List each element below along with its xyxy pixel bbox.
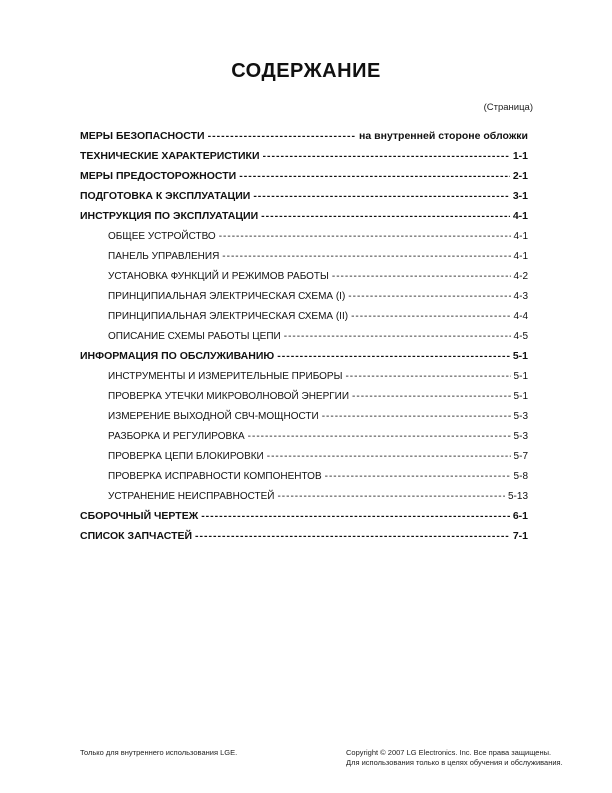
toc-entry-label: ОБЩЕЕ УСТРОЙСТВО: [108, 230, 216, 242]
toc-entry-label: ПАНЕЛЬ УПРАВЛЕНИЯ: [108, 250, 220, 262]
toc-leader-dashes: [348, 291, 510, 302]
toc-entry-page: 4-4: [513, 310, 528, 322]
toc-leader-dashes: [332, 271, 511, 282]
toc-subsection-entry: [80, 246, 528, 266]
toc-leader-dashes: [267, 451, 511, 462]
toc-leader-dashes: [219, 231, 511, 242]
toc-section-entry: [80, 166, 528, 186]
toc-entry-page: 3-1: [512, 190, 528, 202]
toc-section-entry: [80, 126, 528, 146]
table-of-contents: [80, 126, 528, 546]
toc-leader-dashes: [322, 411, 511, 422]
toc-leader-dashes: [261, 210, 510, 222]
toc-leader-dashes: [325, 471, 511, 482]
footer-copyright: [346, 748, 563, 768]
toc-entry-label: ПРОВЕРКА УТЕЧКИ МИКРОВОЛНОВОЙ ЭНЕРГИИ: [108, 390, 350, 402]
toc-subsection-entry: [80, 486, 528, 506]
toc-section-entry: [80, 206, 528, 226]
toc-leader-dashes: [222, 251, 510, 262]
toc-leader-dashes: [352, 391, 511, 402]
toc-entry-page: 5-8: [513, 470, 528, 482]
toc-subsection-entry: [80, 426, 528, 446]
toc-entry-page: 4-1: [513, 250, 528, 262]
page-column-label: (Страница): [483, 102, 533, 113]
toc-entry-page: 6-1: [512, 510, 528, 522]
toc-leader-dashes: [345, 371, 510, 382]
toc-subsection-entry: [80, 306, 528, 326]
toc-entry-page: 4-2: [513, 270, 528, 282]
toc-leader-dashes: [277, 491, 505, 502]
toc-subsection-entry: [80, 366, 528, 386]
toc-entry-page: 2-1: [512, 170, 528, 182]
toc-entry-page: на внутренней стороне обложки: [359, 130, 528, 142]
footer-copyright-line: Copyright © 2007 LG Electronics. Inc. Все права защищены.: [346, 748, 552, 757]
toc-leader-dashes: [263, 150, 510, 162]
toc-entry-page: 4-5: [513, 330, 528, 342]
footer-internal-use: Только для внутреннего использования LGE.: [80, 748, 238, 757]
toc-subsection-entry: [80, 386, 528, 406]
toc-entry-label: ИЗМЕРЕНИЕ ВЫХОДНОЙ СВЧ-МОЩНОСТИ: [108, 410, 319, 422]
toc-leader-dashes: [248, 431, 511, 442]
page-title: СОДЕРЖАНИЕ: [231, 60, 381, 82]
toc-subsection-entry: [80, 326, 528, 346]
toc-entry-label: ИНФОРМАЦИЯ ПО ОБСЛУЖИВАНИЮ: [80, 350, 275, 362]
toc-entry-page: 1-1: [512, 150, 528, 162]
toc-entry-label: ПРОВЕРКА ИСПРАВНОСТИ КОМПОНЕНТОВ: [108, 470, 322, 482]
toc-entry-label: МЕРЫ ПРЕДОСТОРОЖНОСТИ: [80, 170, 237, 182]
toc-entry-page: 5-3: [513, 410, 528, 422]
toc-leader-dashes: [277, 350, 510, 362]
toc-leader-dashes: [284, 331, 511, 342]
toc-leader-dashes: [239, 170, 510, 182]
toc-entry-page: 4-1: [513, 230, 528, 242]
toc-entry-label: УСТАНОВКА ФУНКЦИЙ И РЕЖИМОВ РАБОТЫ: [108, 270, 329, 282]
toc-entry-label: ИНСТРУКЦИЯ ПО ЭКСПЛУАТАЦИИ: [80, 210, 259, 222]
toc-leader-dashes: [195, 530, 510, 542]
toc-entry-label: ОПИСАНИЕ СХЕМЫ РАБОТЫ ЦЕПИ: [108, 330, 281, 342]
toc-entry-label: ПРИНЦИПИАЛЬНАЯ ЭЛЕКТРИЧЕСКАЯ СХЕМА (I): [108, 290, 346, 302]
toc-entry-label: ИНСТРУМЕНТЫ И ИЗМЕРИТЕЛЬНЫЕ ПРИБОРЫ: [108, 370, 343, 382]
toc-entry-label: УСТРАНЕНИЕ НЕИСПРАВНОСТЕЙ: [108, 490, 275, 502]
toc-entry-page: 5-13: [507, 490, 528, 502]
toc-leader-dashes: [208, 130, 356, 142]
toc-section-entry: [80, 186, 528, 206]
toc-entry-label: МЕРЫ БЕЗОПАСНОСТИ: [80, 130, 205, 142]
toc-section-entry: [80, 146, 528, 166]
toc-entry-page: 5-3: [513, 430, 528, 442]
toc-entry-page: 5-7: [513, 450, 528, 462]
toc-section-entry: [80, 346, 528, 366]
toc-subsection-entry: [80, 406, 528, 426]
toc-section-entry: [80, 526, 528, 546]
toc-entry-page: 5-1: [513, 370, 528, 382]
toc-entry-page: 5-1: [512, 350, 528, 362]
toc-entry-label: ПРОВЕРКА ЦЕПИ БЛОКИРОВКИ: [108, 450, 264, 462]
toc-subsection-entry: [80, 286, 528, 306]
toc-leader-dashes: [253, 190, 510, 202]
toc-entry-label: СБОРОЧНЫЙ ЧЕРТЕЖ: [80, 510, 199, 522]
toc-subsection-entry: [80, 446, 528, 466]
toc-section-entry: [80, 506, 528, 526]
toc-entry-page: 5-1: [513, 390, 528, 402]
toc-leader-dashes: [201, 510, 510, 522]
footer-usage-line: Для использования только в целях обучения и обслуживания.: [346, 758, 563, 767]
toc-subsection-entry: [80, 466, 528, 486]
toc-subsection-entry: [80, 226, 528, 246]
toc-entry-label: СПИСОК ЗАПЧАСТЕЙ: [80, 530, 193, 542]
toc-entry-label: ПРИНЦИПИАЛЬНАЯ ЭЛЕКТРИЧЕСКАЯ СХЕМА (II): [108, 310, 349, 322]
toc-entry-page: 4-3: [513, 290, 528, 302]
toc-entry-page: 7-1: [512, 530, 528, 542]
toc-entry-page: 4-1: [512, 210, 528, 222]
toc-entry-label: ТЕХНИЧЕСКИЕ ХАРАКТЕРИСТИКИ: [80, 150, 260, 162]
toc-subsection-entry: [80, 266, 528, 286]
toc-entry-label: ПОДГОТОВКА К ЭКСПЛУАТАЦИИ: [80, 190, 251, 202]
toc-entry-label: РАЗБОРКА И РЕГУЛИРОВКА: [108, 430, 245, 442]
toc-leader-dashes: [351, 311, 510, 322]
